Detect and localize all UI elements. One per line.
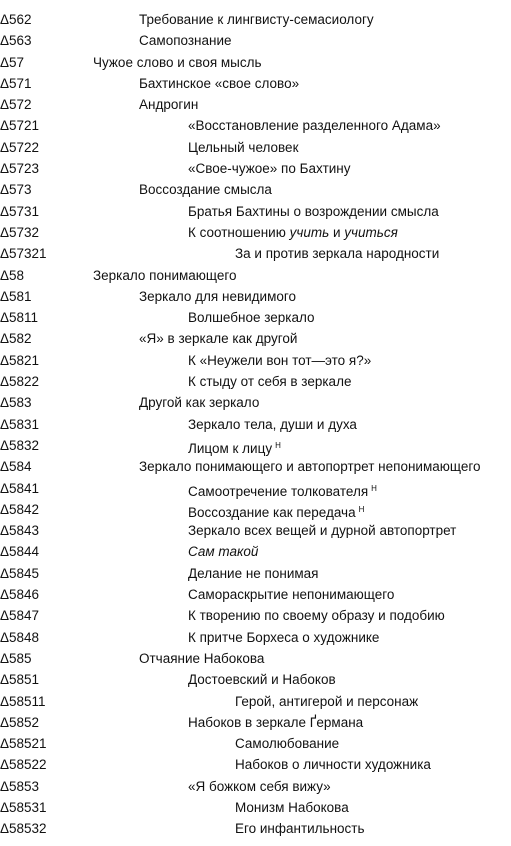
toc-entry [0,669,511,690]
toc-entry-mark: H [275,440,281,450]
toc-entry-title-part: К стыду от себя в зеркале [188,374,352,390]
toc-entry-title-part: Набоков в зеркале Ґермана [188,714,364,730]
toc-entry-title-part: Лицом к лицу [188,440,273,456]
toc-entry-title [139,456,480,477]
toc-entry-title-part: Герой, антигерой и персонаж [235,693,419,709]
toc-entry-title-part: Самолюбование [235,736,340,752]
toc-entry-title-part: Чужое слово и своя мысль [93,54,262,70]
toc-entry-title-part: Зеркало для невидимого [139,288,297,304]
toc-entry [0,456,511,477]
toc-entry-title [188,201,439,222]
toc-entry-title [188,605,445,626]
toc-entry-title [188,158,351,179]
toc-entry-code: Δ571 [0,75,32,91]
toc-entry-title-part: Волшебное зеркало [188,310,315,326]
toc-entry-title-part: Зеркало всех вещей и дурной автопортрет [188,523,457,539]
toc-entry-code: Δ5851 [0,672,40,688]
toc-entry [0,265,511,286]
toc-entry-title-part: Зеркало тела, души и духа [188,416,357,432]
toc-entry-title [139,286,296,307]
toc-entry-code: Δ5843 [0,523,40,539]
toc-entry [0,627,511,648]
toc-entry-title-part: Самопознание [139,33,232,49]
toc-entry [0,94,511,115]
toc-entry-title [139,179,272,200]
toc-entry-code: Δ5723 [0,161,40,177]
toc-entry-title-part: Набоков о личности художника [235,757,431,773]
toc-entry-title [235,691,418,712]
toc-entry-title [188,414,357,435]
toc-entry-code: Δ5811 [0,310,39,326]
toc-entry-title [188,712,363,733]
toc-entry-title-part: Требование к лингвисту-семасиологу [139,12,374,27]
toc-entry-code: Δ5731 [0,203,40,219]
toc-entry-title [139,328,297,349]
toc-entry [0,158,511,179]
toc-entry-title-italic-part: Сам такой [188,544,259,560]
toc-entry [0,797,511,818]
toc-entry-title [188,350,371,371]
toc-entry-title-part: Самораскрытие непонимающего [188,587,395,603]
toc-entry-code: Δ5853 [0,778,40,794]
toc-entry-title-part: Достоевский и Набоков [188,672,336,688]
toc-entry [0,201,511,222]
toc-entry [0,307,511,328]
toc-entry-code: Δ5841 [0,480,40,496]
toc-entry-title-part: «Восстановление разделенного Адама» [188,118,441,134]
toc-entry [0,222,511,243]
toc-entry [0,605,511,626]
toc-entry [0,73,511,94]
toc-entry-code: Δ58 [0,267,25,283]
toc-entry-title-part: «Свое-чужое» по Бахтину [188,161,351,177]
toc-entry-title-part: К «Неужели вон тот—это я?» [188,352,372,368]
toc-entry-code: Δ5846 [0,587,40,603]
toc-entry-code: Δ58522 [0,757,47,773]
table-of-contents [0,9,511,840]
toc-entry-code: Δ585 [0,650,32,666]
toc-entry-title-part: Цельный человек [188,139,299,155]
toc-entry-code: Δ573 [0,182,32,198]
toc-entry-title [139,94,198,115]
toc-entry-code: Δ5832 [0,437,40,453]
toc-entry [0,392,511,413]
toc-entry-code: Δ5842 [0,501,40,517]
toc-entry-mark: H [371,483,377,493]
toc-entry [0,712,511,733]
toc-entry-title [188,776,331,797]
toc-entry-title [188,563,318,584]
toc-entry-code: Δ5732 [0,224,40,240]
toc-entry-code: Δ5721 [0,118,40,134]
toc-entry-title-part: «Я божком себя вижу» [188,778,331,794]
toc-entry-title [188,307,315,328]
toc-entry-title [139,73,299,94]
toc-entry-title [188,137,298,158]
toc-entry-title-part: Отчаяние Набокова [139,650,265,666]
toc-entry-title-part: Бахтинское «свое слово» [139,75,300,91]
toc-entry-title [188,115,441,136]
toc-entry [0,179,511,200]
toc-entry [0,563,511,584]
toc-entry-title [139,392,259,413]
toc-entry-code: Δ5847 [0,608,40,624]
toc-entry-title [235,797,349,818]
toc-entry [0,350,511,371]
toc-entry-code: Δ58532 [0,821,47,837]
toc-entry [0,691,511,712]
toc-entry-code: Δ58521 [0,736,47,752]
toc-entry [0,478,511,499]
toc-entry [0,286,511,307]
toc-entry-title [139,648,264,669]
toc-entry-code: Δ563 [0,33,32,49]
toc-entry-code: Δ5845 [0,565,40,581]
toc-entry-title [93,265,237,286]
toc-entry-title-part: Зеркало понимающего [93,267,237,283]
toc-entry-title-part: К соотношению [188,224,290,240]
toc-entry [0,818,511,839]
toc-entry-title [188,627,379,648]
toc-entry-code: Δ583 [0,395,32,411]
toc-entry-title-part: Воссоздание как передача [188,504,356,520]
toc-entry-code: Δ5822 [0,374,40,390]
toc-entry-title-part: Братья Бахтины о возрождении смысла [188,203,439,219]
toc-entry-title-part: Монизм Набокова [235,799,349,815]
toc-entry-title-part: Делание не понимая [188,565,319,581]
toc-entry-title-italic-part: учить [289,224,330,240]
toc-entry-title-part: К притче Борхеса о художнике [188,629,380,645]
toc-entry-code: Δ5844 [0,544,40,560]
toc-entry-code: Δ5831 [0,416,40,432]
toc-entry-title-part: Воссоздание смысла [139,182,272,198]
toc-entry [0,520,511,541]
toc-entry-code: Δ5852 [0,714,40,730]
toc-entry [0,115,511,136]
toc-entry-title-part: Другой как зеркало [139,395,260,411]
toc-entry-title-part: За и против зеркала народности [235,246,440,262]
toc-entry-title-part: Самоотречение толкователя [188,483,369,499]
toc-entry-code: Δ572 [0,97,32,113]
toc-entry-code: Δ58531 [0,799,47,815]
toc-entry-code: Δ584 [0,459,32,475]
toc-entry-title [188,520,456,541]
toc-entry-code: Δ562 [0,12,32,27]
toc-entry [0,243,511,264]
toc-entry [0,52,511,73]
toc-entry-title [235,243,439,264]
toc-entry-code: Δ581 [0,288,32,304]
toc-entry-title-part: К творению по своему образу и подобию [188,608,445,624]
toc-entry-title [188,541,258,562]
toc-entry-title [188,222,398,243]
toc-entry-title [139,30,232,51]
toc-entry-code: Δ58511 [0,693,46,709]
toc-entry-title-part: Андрогин [139,97,199,113]
toc-entry-code: Δ57 [0,54,25,70]
toc-entry-title [188,669,336,690]
toc-entry [0,371,511,392]
toc-entry-title [188,584,394,605]
toc-entry [0,499,511,520]
toc-entry-title [93,52,262,73]
toc-entry-title-italic-part: учиться [344,224,398,240]
toc-entry-code: Δ582 [0,331,32,347]
toc-entry [0,30,511,51]
toc-entry-title-part: Зеркало понимающего и автопортрет непонимающего [139,459,481,475]
toc-entry [0,137,511,158]
toc-entry [0,754,511,775]
toc-entry-code: Δ5848 [0,629,40,645]
toc-entry [0,328,511,349]
toc-entry [0,9,511,30]
toc-entry [0,776,511,797]
toc-entry-title-part: «Я» в зеркале как другой [139,331,298,347]
toc-entry [0,541,511,562]
toc-entry-code: Δ57321 [0,246,47,262]
toc-entry-code: Δ5722 [0,139,40,155]
toc-entry-title [235,754,431,775]
toc-entry-mark: H [358,504,365,514]
toc-entry-code: Δ5821 [0,352,40,368]
toc-entry [0,733,511,754]
toc-entry-title-part: Его инфантильность [235,821,365,837]
toc-entry-title [235,818,365,839]
toc-entry [0,648,511,669]
toc-entry-title [139,9,374,30]
toc-entry [0,584,511,605]
toc-entry-title [188,371,351,392]
toc-entry-title [235,733,339,754]
toc-entry [0,435,511,456]
toc-entry [0,414,511,435]
toc-entry-title-part: и [329,224,345,240]
